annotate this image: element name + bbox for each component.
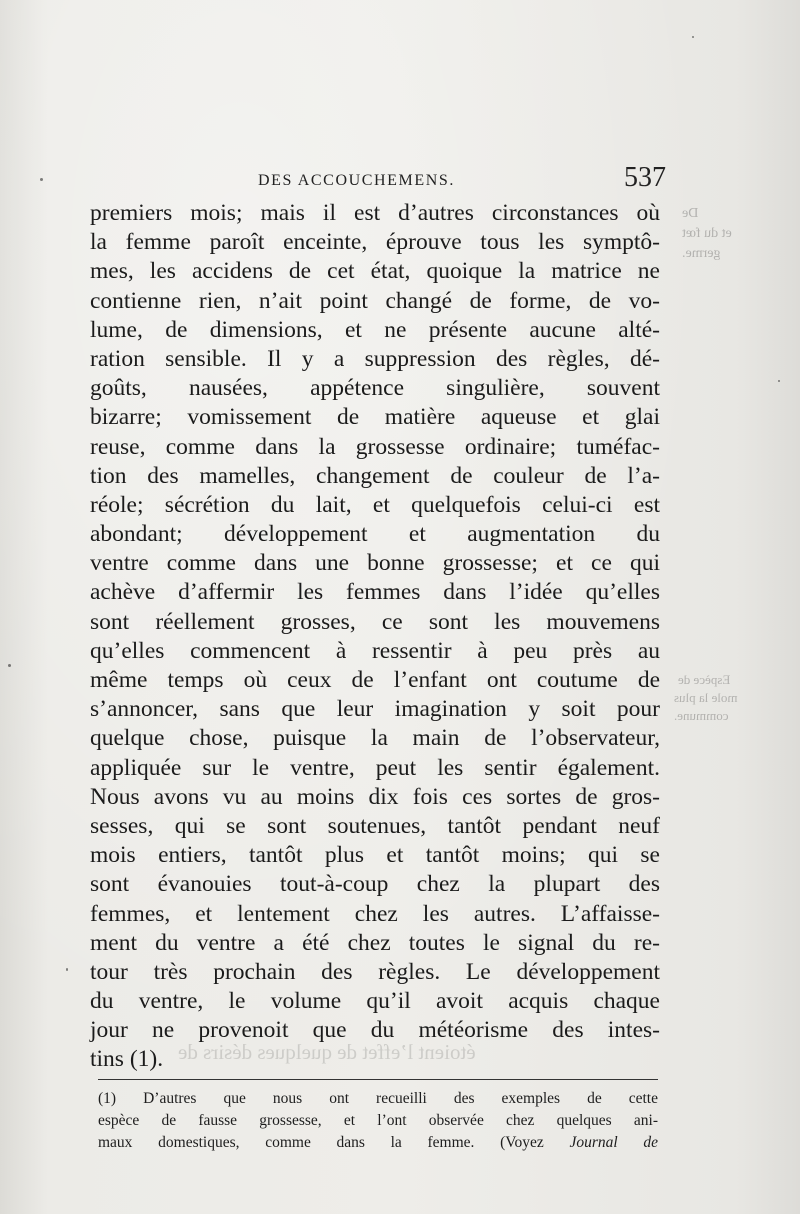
text-line: lume, de dimensions, et ne présente aucune alté- [90, 316, 660, 343]
text-line: bizarre; vomissement de matière aqueuse et glai [90, 404, 660, 431]
text-line: contienne rien, n’ait point changé de forme, de vo- [90, 287, 660, 314]
text-line: Nous avons vu au moins dix fois ces sortes de gros- [90, 783, 660, 810]
show-through-text: De [682, 206, 699, 221]
text-line: appliquée sur le ventre, peut les sentir également. [90, 754, 660, 781]
footnote-rule [98, 1079, 658, 1080]
body-text [90, 199, 660, 1075]
text-line: qu’elles commencent à ressentir à peu près au [90, 637, 660, 664]
text-line: goûts, nausées, appétence singulière, souvent [90, 375, 660, 402]
show-through-text: mole la plus [674, 690, 738, 705]
show-through-text: commune. [674, 708, 729, 723]
text-line: même temps où ceux de l’enfant ont coutume de [90, 667, 660, 693]
show-through-text: Espèce de [678, 672, 731, 687]
text-line: jour ne provenoit que du météorisme des intes- [90, 1017, 660, 1044]
footnote-journal-title: Journal de [569, 1134, 658, 1151]
text-line: mois entiers, tantôt plus et tantôt moins; qui se [90, 842, 660, 869]
text-line: femmes, et lentement chez les autres. L’affaisse- [90, 900, 660, 927]
paper-speck [692, 36, 694, 38]
text-line: tion des mamelles, changement de couleur de l’a- [90, 462, 660, 489]
show-through-text: et du fœt [682, 226, 732, 241]
text-line: premiers mois; mais il est d’autres circonstances où [90, 200, 660, 226]
text-line: sont réellement grosses, ce sont les mouvemens [90, 608, 660, 635]
text-line: ration sensible. Il y a suppression des règles, dé- [90, 345, 660, 372]
text-line: du ventre, le volume qu’il avoit acquis chaque [90, 988, 660, 1015]
text-line: mes, les accidens de cet état, quoique la matrice ne [90, 258, 660, 285]
paper-speck [66, 968, 68, 971]
page-number: 537 [624, 162, 666, 193]
footnote-line: espèce de fausse grossesse, et l’ont observée chez quelques ani- [98, 1112, 658, 1129]
text-line: s’annoncer, sans que leur imagination y soit pour [90, 696, 660, 723]
show-through-text: germe. [682, 246, 721, 261]
text-line: réole; sécrétion du lait, et quelquefois celui-ci est [90, 491, 660, 518]
paper-speck [778, 380, 780, 382]
running-head [82, 162, 666, 198]
paper-speck [8, 664, 11, 667]
text-line: quelque chose, puisque la main de l’observateur, [90, 725, 660, 752]
running-title: DES ACCOUCHEMENS. [258, 172, 456, 189]
text-line: abondant; développement et augmentation du [90, 521, 660, 548]
text-line: achève d’affermir les femmes dans l’idée qu’elles [90, 579, 660, 606]
footnote [98, 1088, 658, 1154]
text-line: sont évanouies tout-à-coup chez la plupart des [90, 871, 660, 898]
footnote-text: maux domestiques, comme dans la femme. (Voyez [98, 1134, 570, 1151]
paper-speck [40, 178, 43, 181]
text-line: sesses, qui se sont soutenues, tantôt pendant neuf [90, 812, 660, 839]
footnote-line [98, 1132, 658, 1154]
text-line: la femme paroît enceinte, éprouve tous les symptô- [90, 229, 660, 256]
text-line: ventre comme dans une bonne grossesse; et ce qui [90, 550, 660, 577]
text-line: tour très prochain des règles. Le développement [90, 958, 660, 985]
text-line: tins (1). [90, 1046, 164, 1073]
text-line: reuse, comme dans la grossesse ordinaire; tuméfac- [90, 433, 660, 460]
show-through-text: étoient l’effet de quelques désirs de [178, 1040, 476, 1064]
text-line: ment du ventre a été chez toutes le signal du re- [90, 929, 660, 956]
footnote-line: (1) D’autres que nous ont recueilli des exemples de cette [98, 1090, 658, 1107]
